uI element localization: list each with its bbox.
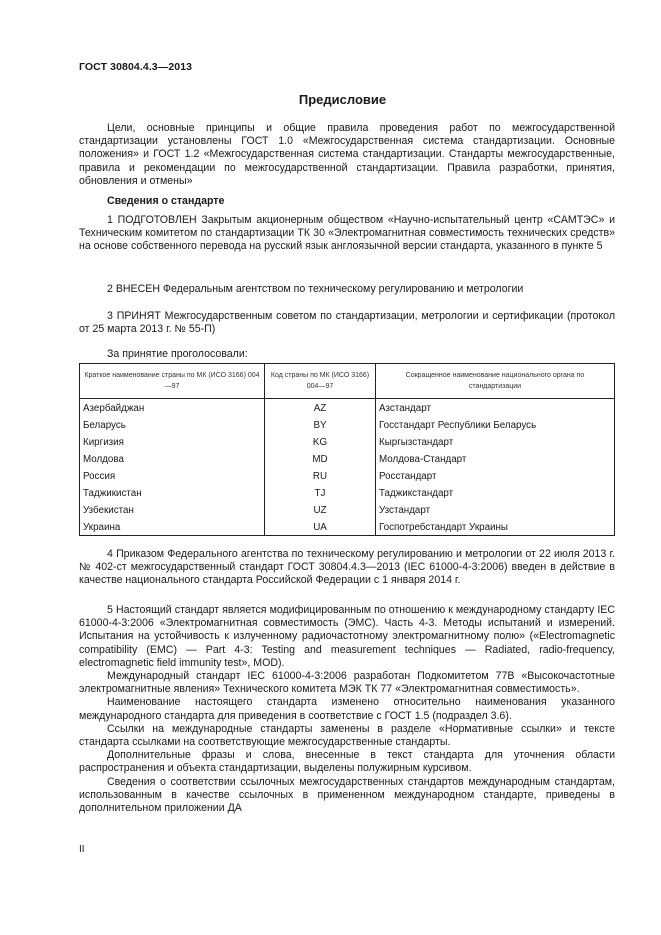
section-heading-block [79,195,615,208]
body-cell: Кыргызстандарт [376,433,615,450]
country-cell: Узбекистан [80,501,265,518]
country-cell: Киргизия [80,433,265,450]
code-cell: BY [265,416,376,433]
item-5-paragraph: Наименование настоящего стандарта изменено относительно наименования указанного международного стандарта для приведения в соответствие с ГОСТ 1.5 (подраздел 3.6). [79,696,615,722]
table-header-country: Краткое наименование страны по МК (ИСО 3166) 004—97 [80,364,265,399]
intro-paragraph [79,122,615,188]
country-cell: Россия [80,467,265,484]
item-5-paragraph: Сведения о соответствии ссылочных межгосударственных стандартов международным стандартам, использованным в качестве ссылочных в примененном международном стандарте, приведены в дополнительном приложении ДА [79,775,615,815]
table-row [80,416,615,433]
code-cell: RU [265,467,376,484]
item-1-block [79,214,615,254]
country-cell: Молдова [80,450,265,467]
page-title: Предисловие [298,92,387,107]
body-cell: Узстандарт [376,501,615,518]
voting-countries-table [79,363,615,536]
table-row [80,501,615,518]
table-row [80,518,615,536]
country-cell: Таджикистан [80,484,265,501]
code-cell: UA [265,518,376,536]
item-5-paragraph: Международный стандарт IEC 61000-4-3:2006 разработан Подкомитетом 77B «Высокочастотные электромагнитные явления» Технического комитета МЭК ТК 77 «Электромагнитная совместимость». [79,670,615,696]
table-row [80,399,615,417]
item-5-block [79,604,615,815]
item-4-block [79,548,615,588]
page-number: II [79,844,85,855]
votes-intro-block [79,348,615,361]
table-row [80,450,615,467]
country-cell: Азербайджан [80,399,265,417]
code-cell: TJ [265,484,376,501]
item-2-block [79,283,615,296]
document-header: ГОСТ 30804.4.3—2013 [79,61,193,73]
code-cell: AZ [265,399,376,417]
table-row [80,467,615,484]
body-cell: Росстандарт [376,467,615,484]
item-2-text: 2 ВНЕСЕН Федеральным агентством по техническому регулированию и метрологии [107,283,524,295]
country-cell: Украина [80,518,265,536]
item-3-text: 3 ПРИНЯТ Межгосударственным советом по стандартизации, метрологии и сертификации (протокол от 25 марта 2013 г. № 55-П) [79,310,615,336]
table-row [80,484,615,501]
table-header-code: Код страны по МК (ИСО 3166) 004—97 [265,364,376,399]
section-heading: Сведения о стандарте [107,195,225,207]
code-cell: MD [265,450,376,467]
table-header-body: Сокращенное наименование национального органа по стандартизации [376,364,615,399]
code-cell: UZ [265,501,376,518]
body-cell: Госпотребстандарт Украины [376,518,615,536]
votes-intro-text: За принятие проголосовали: [107,348,248,360]
item-3-block [79,310,615,336]
item-4-text: 4 Приказом Федерального агентства по техническому регулированию и метрологии от 22 июля 2013 г. № 402-ст межгосударственный стандарт ГОСТ 30804.4.3—2013 (IEC 61000-4-3:2006) введен в действие в качестве национального стандарта Российской Федерации с 1 января 2014 г. [79,548,615,587]
code-cell: KG [265,433,376,450]
country-cell: Беларусь [80,416,265,433]
intro-text: Цели, основные принципы и общие правила проведения работ по межгосударственной стандартизации установлены ГОСТ 1.0 «Межгосударственная система стандартизации. Основные положения» и ГОСТ 1.2 «Межгосударственная система стандартизации. Стандарты межгосударственные, правила и рекомендации по межгосударственной стандартизации. Правила разработки, принятия, обновления и отмены» [79,122,615,187]
item-1-text: 1 ПОДГОТОВЛЕН Закрытым акционерным обществом «Научно-испытательный центр «САМТЭС» и Техническим комитетом по стандартизации ТК 30 «Электромагнитная совместимость технических средств» на основе собственного перевода на русский язык англоязычной версии стандарта, указанного в пункте 5 [79,214,615,253]
item-5-paragraph: 5 Настоящий стандарт является модифицированным по отношению к международному стандарту IEC 61000-4-3:2006 «Электромагнитная совместимость (ЭМС). Часть 4-3. Методы испытаний и измерений. Испытания на устойчивость к излученному радиочастотному электромагнитному полю» («Electromagnetic compatibility (EMC) — Part 4-3: Testing and measurement techniques — Radiated, radio-frequency, electromagnetic field immunity test», MOD). [79,604,615,669]
item-5-paragraph: Ссылки на международные стандарты заменены в разделе «Нормативные ссылки» и тексте стандарта ссылками на соответствующие межгосударственные стандарты. [79,722,615,749]
body-cell: Таджикстандарт [376,484,615,501]
body-cell: Молдова-Стандарт [376,450,615,467]
body-cell: Азстандарт [376,399,615,417]
item-5-paragraph: Дополнительные фразы и слова, внесенные в текст стандарта для уточнения области распространения и объекта стандартизации, выделены полужирным курсивом. [79,749,615,775]
body-cell: Госстандарт Республики Беларусь [376,416,615,433]
table-row [80,433,615,450]
table-header-row [80,364,615,399]
